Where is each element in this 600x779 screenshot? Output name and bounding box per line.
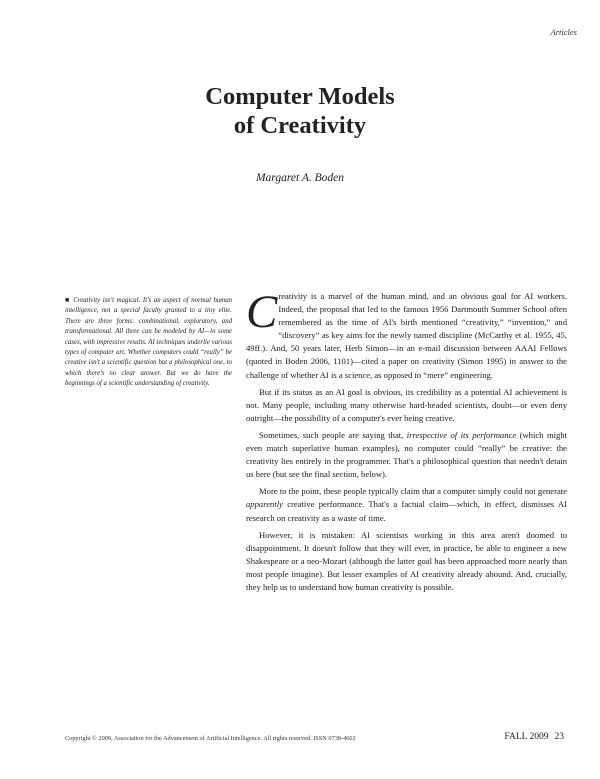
body-paragraph-2: But if its status as an AI goal is obvious, its credibility as a potential AI achievement is not. Many people, including many otherwise hard-headed scientists, doubt—or even deny outright—the possibility of a computer's ever being creative. bbox=[246, 386, 567, 423]
title-line-2: of Creativity bbox=[233, 112, 367, 139]
body-paragraph-1-text: reativity is a marvel of the human mind, and an obvious goal for AI workers. Indeed, the proposal that led to the famous 1956 Dartmouth Summer School often remembered as the time of AI's birth mentioned “creativity,” “invention,” and “discovery” as key aims for the newly named discipline (McCarthy et al. 1955, 45, 49ff.). And, 50 years later, Herb Simon—in an e-mail discussion between AAAI Fellows (quoted in Boden 2006, 1101)—cited a paper on creativity (Simon 1995) in answer to the challenge of whether AI is a science, as opposed to “mere” engineering. bbox=[246, 291, 567, 380]
body-paragraph-3 bbox=[246, 429, 567, 481]
abstract bbox=[65, 295, 232, 390]
copyright-notice: Copyright © 2009, Association for the Advancement of Artificial Intelligence. All rights reserved. ISSN 0738-4602 bbox=[65, 735, 356, 742]
page-number: 23 bbox=[554, 732, 564, 742]
article-title bbox=[150, 82, 450, 140]
body-paragraph-1 bbox=[246, 286, 567, 382]
body-paragraph-4-emphasis: apparently bbox=[246, 499, 283, 510]
body-paragraph-4-text-b: creative performance. That's a factual claim—which, in effect, dismisses AI research on creativity as a waste of time. bbox=[246, 499, 567, 523]
body-paragraph-5: However, it is mistaken: AI scientists working in this area aren't doomed to disappointment. It doesn't follow that they will ever, in practice, be able to engineer a new Shakespeare or a neo-Mozart (although the latter goal has been approached more nearly than most people imagine). But lesser examples of AI creativity already abound. And, crucially, they help us to understand how human creativity is possible. bbox=[246, 529, 567, 592]
abstract-text: Creativity isn't magical. It's an aspect of normal human intelligence, not a special faculty granted to a tiny elite. There are three forms: combinational, exploratory, and transformational. All three can be modeled by AI—in some cases, with impressive results. AI techniques underlie various types of computer art. Whether computers could “really” be creative isn't a scientific question but a philosophical one, to which there's no clear answer. But we do have the beginnings of a scientific understanding of creativity. bbox=[65, 297, 233, 388]
title-line-1: Computer Models bbox=[205, 83, 395, 110]
body-paragraph-3-emphasis: irrespective of its performance bbox=[406, 429, 517, 440]
abstract-bullet: ■ bbox=[65, 296, 71, 304]
issue-and-page bbox=[504, 732, 564, 742]
body-paragraph-3-text-b: (which might even match superlative human examples), no computer could “really” be creative: the creativity lies entirely in the programmer. That's a philosophical question that needn't detain us here (but see the final section, below). bbox=[246, 429, 567, 480]
drop-cap: C bbox=[246, 286, 278, 338]
body-paragraph-3-text-a: Sometimes, such people are saying that, bbox=[259, 429, 407, 440]
issue-label: FALL 2009 bbox=[504, 732, 549, 742]
body-column bbox=[246, 286, 567, 598]
section-label: Articles bbox=[550, 27, 577, 37]
body-paragraph-4 bbox=[246, 485, 567, 524]
body-paragraph-4-text-a: More to the point, these people typically claim that a computer simply could not generate bbox=[259, 486, 567, 497]
author-name: Margaret A. Boden bbox=[255, 172, 345, 184]
